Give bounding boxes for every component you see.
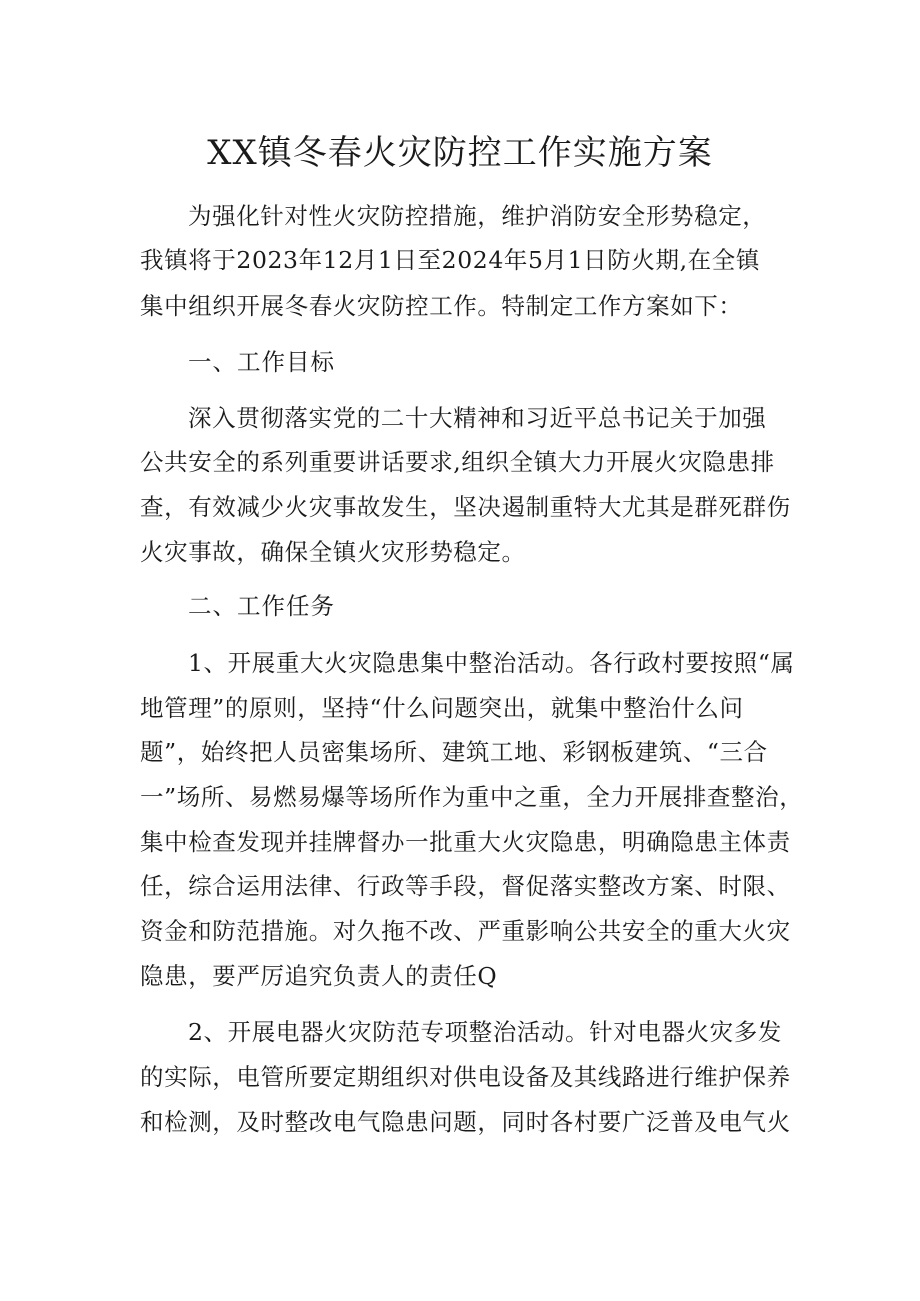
task1-line-6: 任，综合运用法律、行政等手段，督促落实整改方案、时限、 xyxy=(140,872,791,900)
section-heading-goals: 一、工作目标 xyxy=(188,348,335,376)
task1-line-7: 资金和防范措施。对久拖不改、严重影响公共安全的重大火灾 xyxy=(140,917,791,945)
task1-line-8: 隐患，要严厉追究负责人的责任Q xyxy=(140,962,498,990)
goals-line-2: 公共安全的系列重要讲话要求,组织全镇大力开展火灾隐患排 xyxy=(140,448,775,476)
document-title: XX镇冬春火灾防控工作实施方案 xyxy=(207,133,713,173)
intro-line-1: 为强化针对性火灾防控措施，维护消防安全形势稳定， xyxy=(188,202,767,230)
intro-line-2: 我镇将于2023年12月1日至2024年5月1日防火期,在全镇 xyxy=(140,246,760,274)
goals-line-3: 查，有效减少火灾事故发生，坚决遏制重特大尤其是群死群伤 xyxy=(140,493,791,521)
section-heading-tasks: 二、工作任务 xyxy=(188,592,335,620)
task2-line-1: 2、开展电器火灾防范专项整治活动。针对电器火灾多发 xyxy=(188,1018,782,1046)
task1-line-3: 题”，始终把人员密集场所、建筑工地、彩钢板建筑、“三合 xyxy=(140,738,768,766)
task2-line-3: 和检测，及时整改电气隐患问题，同时各村要广泛普及电气火 xyxy=(140,1108,791,1136)
goals-line-4: 火灾事故，确保全镇火灾形势稳定。 xyxy=(140,538,526,566)
task1-line-5: 集中检查发现并挂牌督办一批重大火灾隐患，明确隐患主体责 xyxy=(140,828,791,856)
goals-line-1: 深入贯彻落实党的二十大精神和习近平总书记关于加强 xyxy=(188,404,767,432)
task2-line-2: 的实际，电管所要定期组织对供电设备及其线路进行维护保养 xyxy=(140,1063,791,1091)
intro-line-3: 集中组织开展冬春火灾防控工作。特制定工作方案如下： xyxy=(140,292,743,320)
task1-line-1: 1、开展重大火灾隐患集中整治活动。各行政村要按照“属 xyxy=(188,649,795,677)
task1-line-2: 地管理”的原则，坚持“什么问题突出，就集中整治什么问 xyxy=(140,694,744,722)
task1-line-4: 一”场所、易燃易爆等场所作为重中之重，全力开展排查整治， xyxy=(140,783,804,811)
